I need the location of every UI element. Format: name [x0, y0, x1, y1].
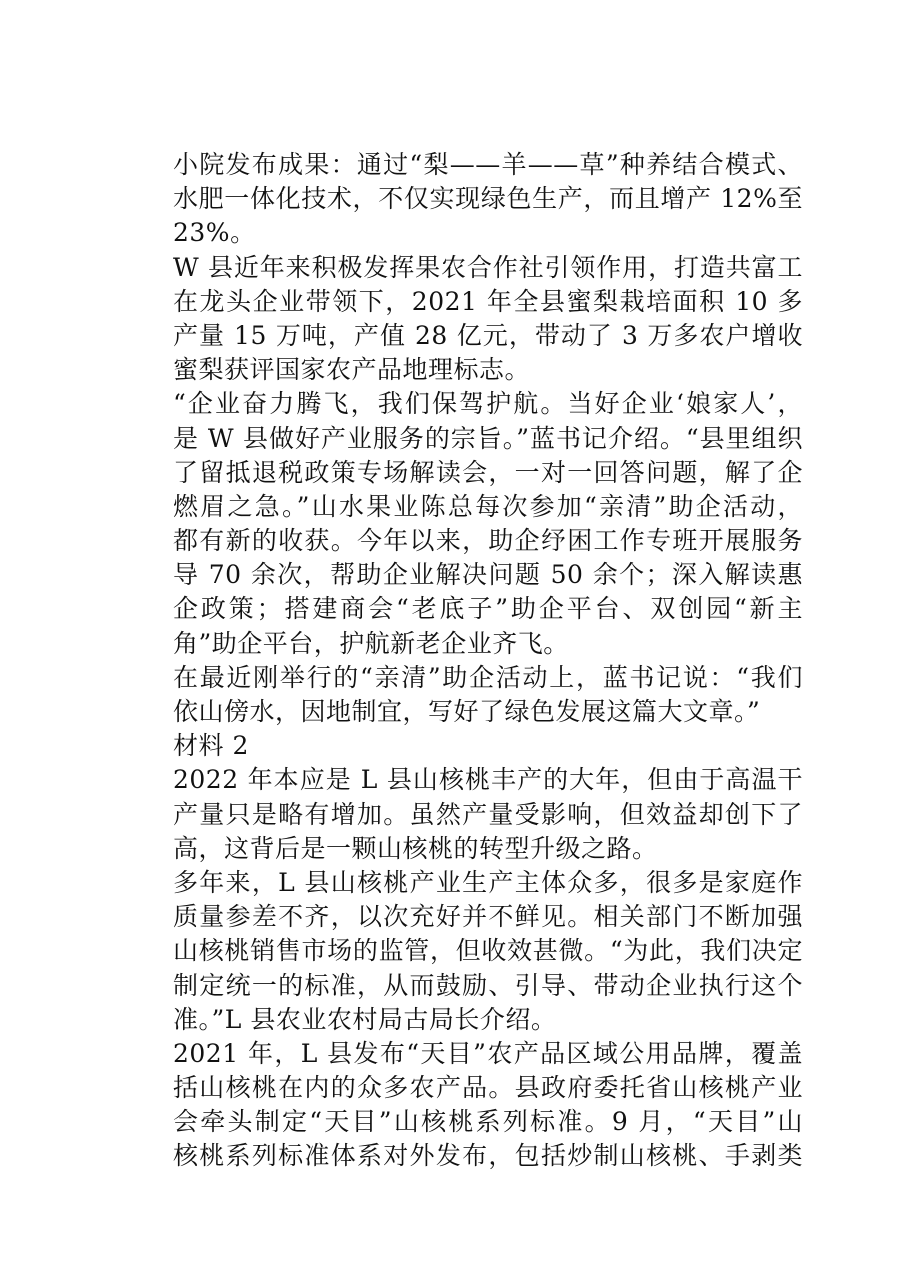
text-line: 山核桃销售市场的监管，但收效甚微。“为此，我们决定: [173, 936, 803, 966]
text-line: 蜜梨获评国家农产品地理标志。: [173, 355, 531, 385]
document-body: [173, 148, 803, 1174]
text-line: 在龙头企业带领下，2021 年全县蜜梨栽培面积 10 多: [173, 286, 803, 316]
text-line: 23%。: [173, 218, 256, 248]
text-line: 多年来，L 县山核桃产业生产主体众多，很多是家庭作: [173, 867, 803, 897]
text-line: 小院发布成果：通过“梨——羊——草”种养结合模式、: [173, 150, 803, 179]
text-line: 燃眉之急。”山水果业陈总每次参加“亲清”助企活动，: [173, 491, 803, 521]
text-line: 核桃系列标准体系对外发布，包括炒制山核桃、手剥类: [173, 1141, 803, 1171]
text-line: 导 70 余次，帮助企业解决问题 50 余个；深入解读惠: [173, 560, 803, 590]
text-line: 了留抵退税政策专场解读会，一对一回答问题，解了企: [173, 457, 803, 487]
text-line: W 县近年来积极发挥果农合作社引领作用，打造共富工: [173, 252, 803, 282]
text-line: 准。”L 县农业农村局古局长介绍。: [173, 1004, 557, 1034]
text-line: 都有新的收获。今年以来，助企纾困工作专班开展服务: [173, 526, 803, 556]
text-line: 2021 年，L 县发布“天目”农产品区域公用品牌，覆盖: [173, 1038, 803, 1068]
text-line: 2022 年本应是 L 县山核桃丰产的大年，但由于高温干: [173, 765, 803, 795]
text-line: 产量 15 万吨，产值 28 亿元，带动了 3 万多农户增收: [173, 320, 803, 350]
text-line: 会牵头制定“天目”山核桃系列标准。9 月，“天目”山: [173, 1107, 803, 1137]
text-line: 是 W 县做好产业服务的宗旨。”蓝书记介绍。“县里组织: [173, 423, 803, 453]
text-line: 材料 2: [173, 731, 249, 761]
text-line: 质量参差不齐，以次充好并不鲜见。相关部门不断加强: [173, 902, 803, 932]
text-line: 产量只是略有增加。虽然产量受影响，但效益却创下了: [173, 799, 803, 829]
text-line: 制定统一的标准，从而鼓励、引导、带动企业执行这个: [173, 970, 803, 1000]
text-line: 角”助企平台，护航新老企业齐飞。: [173, 628, 569, 658]
text-line: 在最近刚举行的“亲清”助企活动上，蓝书记说：“我们: [173, 662, 803, 692]
text-line: 括山核桃在内的众多农产品。县政府委托省山核桃产业: [173, 1073, 803, 1103]
text-line: 水肥一体化技术，不仅实现绿色生产，而且增产 12%至: [173, 184, 803, 214]
text-line: 高，这背后是一颗山核桃的转型升级之路。: [173, 833, 658, 863]
text-line: 企政策；搭建商会“老底子”助企平台、双创园“新主: [173, 594, 803, 624]
text-line: 依山傍水，因地制宜，写好了绿色发展这篇大文章。”: [173, 697, 761, 726]
text-line: “企业奋力腾飞，我们保驾护航。当好企业‘娘家人’，: [173, 389, 803, 419]
